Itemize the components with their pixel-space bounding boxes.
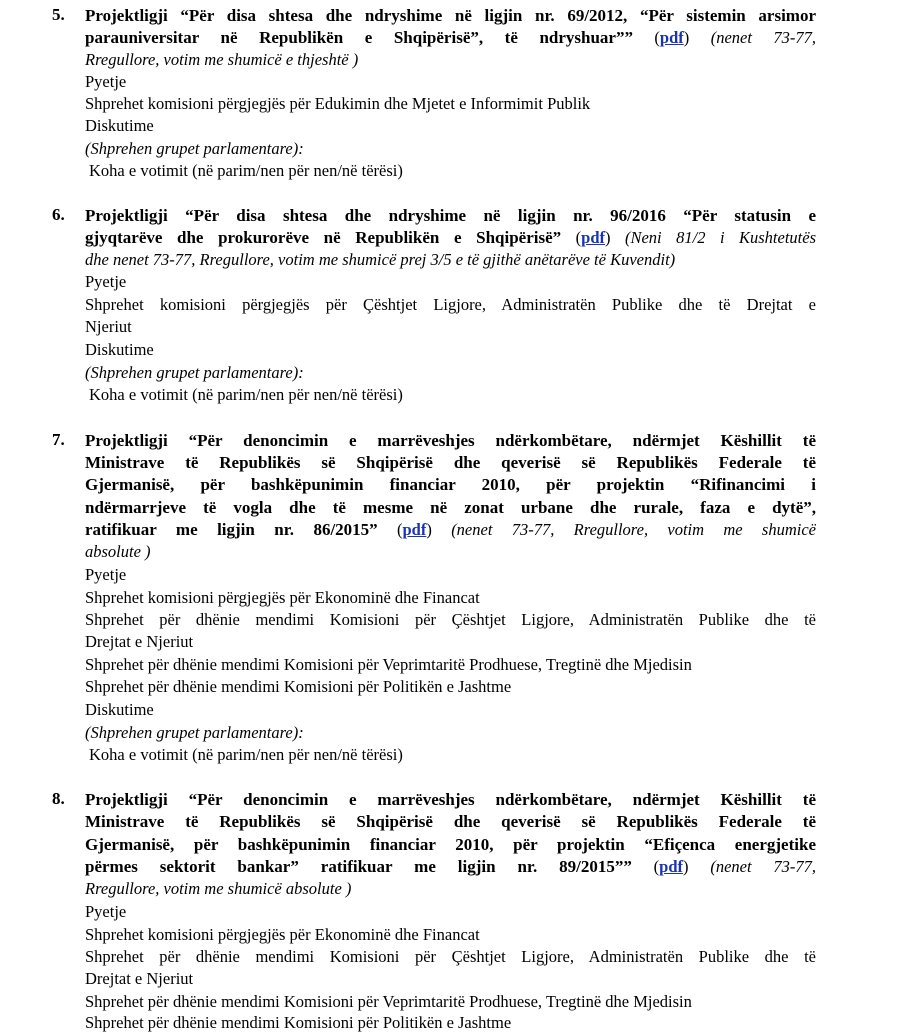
pdf-link[interactable]: pdf xyxy=(402,520,427,539)
committee-line: Shprehet për dhënie mendimi Komisioni për Politikën e Jashtme xyxy=(85,677,512,696)
item-title-line-with-note: përmes sektorit bankar” ratifikuar me ligjin nr. 89/2015”” (pdf) (nenet 73-77, xyxy=(85,857,816,876)
committee-line: Njeriut xyxy=(85,317,132,336)
question-label: Pyetje xyxy=(85,565,127,584)
item-number: 7. xyxy=(52,430,65,449)
item-number: 8. xyxy=(52,789,65,808)
groups-label: (Shprehen grupet parlamentare): xyxy=(85,139,304,158)
item-note-line: dhe nenet 73-77, Rregullore, votim me shumicë prej 3/5 e të gjithë anëtarëve të Kuvendit) xyxy=(85,250,676,269)
item-note-line: absolute ) xyxy=(85,542,151,561)
discussion-label: Diskutime xyxy=(85,340,154,359)
item-title-line-with-note: gjyqtarëve dhe prokurorëve në Republikën e Shqipërisë” (pdf) (Neni 81/2 i Kushtetutës xyxy=(85,228,817,247)
item-title-line: Projektligji “Për disa shtesa dhe ndryshime në ligjin nr. 96/2016 “Për statusin e xyxy=(85,206,816,225)
committee-line: Shprehet komisioni përgjegjës për Ekonominë dhe Financat xyxy=(85,588,480,607)
committee-line: Drejtat e Njeriut xyxy=(85,969,194,988)
pdf-link[interactable]: pdf xyxy=(581,228,605,247)
question-label: Pyetje xyxy=(85,72,127,91)
committee-line: Shprehet komisioni përgjegjës për Çështjet Ligjore, Administratën Publike dhe të Drejtat e xyxy=(85,295,816,314)
question-label: Pyetje xyxy=(85,272,127,291)
item-title-line: Projektligji “Për denoncimin e marrëveshjes ndërkombëtare, ndërmjet Këshillit të xyxy=(85,431,816,450)
discussion-label: Diskutime xyxy=(85,116,154,135)
pdf-link[interactable]: pdf xyxy=(659,28,684,47)
pdf-link[interactable]: pdf xyxy=(659,857,684,876)
item-title-line: ndërmarrjeve të vogla dhe të mesme në zonat urbane dhe rurale, faza e dytë”, xyxy=(85,498,816,517)
groups-label: (Shprehen grupet parlamentare): xyxy=(85,723,304,742)
item-title-line-with-note: ratifikuar me ligjin nr. 86/2015” (pdf) (nenet 73-77, Rregullore, votim me shumicë xyxy=(85,520,817,539)
item-note: (nenet 73-77, xyxy=(710,28,816,47)
committee-line: Drejtat e Njeriut xyxy=(85,632,194,651)
committee-line: Shprehet për dhënie mendimi Komisioni për Veprimtaritë Prodhuese, Tregtinë dhe Mjedisin xyxy=(85,992,692,1011)
item-title-line: Ministrave të Republikës së Shqipërisë dhe qeverisë së Republikës Federale të xyxy=(85,812,816,831)
committee-line: Shprehet komisioni përgjegjës për Edukimin dhe Mjetet e Informimit Publik xyxy=(85,94,591,113)
vote-line: Koha e votimit (në parim/nen për nen/në tërësi) xyxy=(89,385,403,404)
committee-line: Shprehet për dhënie mendimi Komisioni për Çështjet Ligjore, Administratën Publike dhe të xyxy=(85,947,816,966)
item-number: 6. xyxy=(52,205,65,224)
item-title-line-with-note: parauniversitar në Republikën e Shqipërisë”, të ndryshuar”” (pdf) (nenet 73-77, xyxy=(85,28,816,47)
item-title-line: Projektligji “Për disa shtesa dhe ndryshime në ligjin nr. 69/2012, “Për sistemin arsimor xyxy=(85,6,816,25)
item-title-line: Ministrave të Republikës së Shqipërisë dhe qeverisë së Republikës Federale të xyxy=(85,453,816,472)
committee-line: Shprehet për dhënie mendimi Komisioni për Veprimtaritë Prodhuese, Tregtinë dhe Mjedisin xyxy=(85,655,692,674)
item-title-line: Gjermanisë, për bashkëpunimin financiar 2010, për projektin “Efiçenca energjetike xyxy=(85,835,816,854)
item-title-line: Gjermanisë, për bashkëpunimin financiar 2010, për projektin “Rifinancimi i xyxy=(85,475,816,494)
committee-line: Shprehet për dhënie mendimi Komisioni për Çështjet Ligjore, Administratën Publike dhe të xyxy=(85,610,816,629)
vote-line: Koha e votimit (në parim/nen për nen/në tërësi) xyxy=(89,745,403,764)
item-note: (Neni 81/2 i Kushtetutës xyxy=(624,228,817,247)
discussion-label: Diskutime xyxy=(85,700,154,719)
vote-line: Koha e votimit (në parim/nen për nen/në tërësi) xyxy=(89,161,403,180)
item-number: 5. xyxy=(52,5,65,24)
item-title-line: Projektligji “Për denoncimin e marrëveshjes ndërkombëtare, ndërmjet Këshillit të xyxy=(85,790,816,809)
groups-label: (Shprehen grupet parlamentare): xyxy=(85,363,304,382)
item-note: (nenet 73-77, Rregullore, votim me shumicë xyxy=(451,520,817,539)
item-note-line: Rregullore, votim me shumicë absolute ) xyxy=(85,879,352,898)
question-label: Pyetje xyxy=(85,902,127,921)
item-note: (nenet 73-77, xyxy=(710,857,816,876)
committee-line: Shprehet komisioni përgjegjës për Ekonominë dhe Financat xyxy=(85,925,480,944)
committee-line: Shprehet për dhënie mendimi Komisioni për Politikën e Jashtme xyxy=(85,1013,512,1032)
item-note-line: Rregullore, votim me shumicë e thjeshtë ) xyxy=(85,50,359,69)
